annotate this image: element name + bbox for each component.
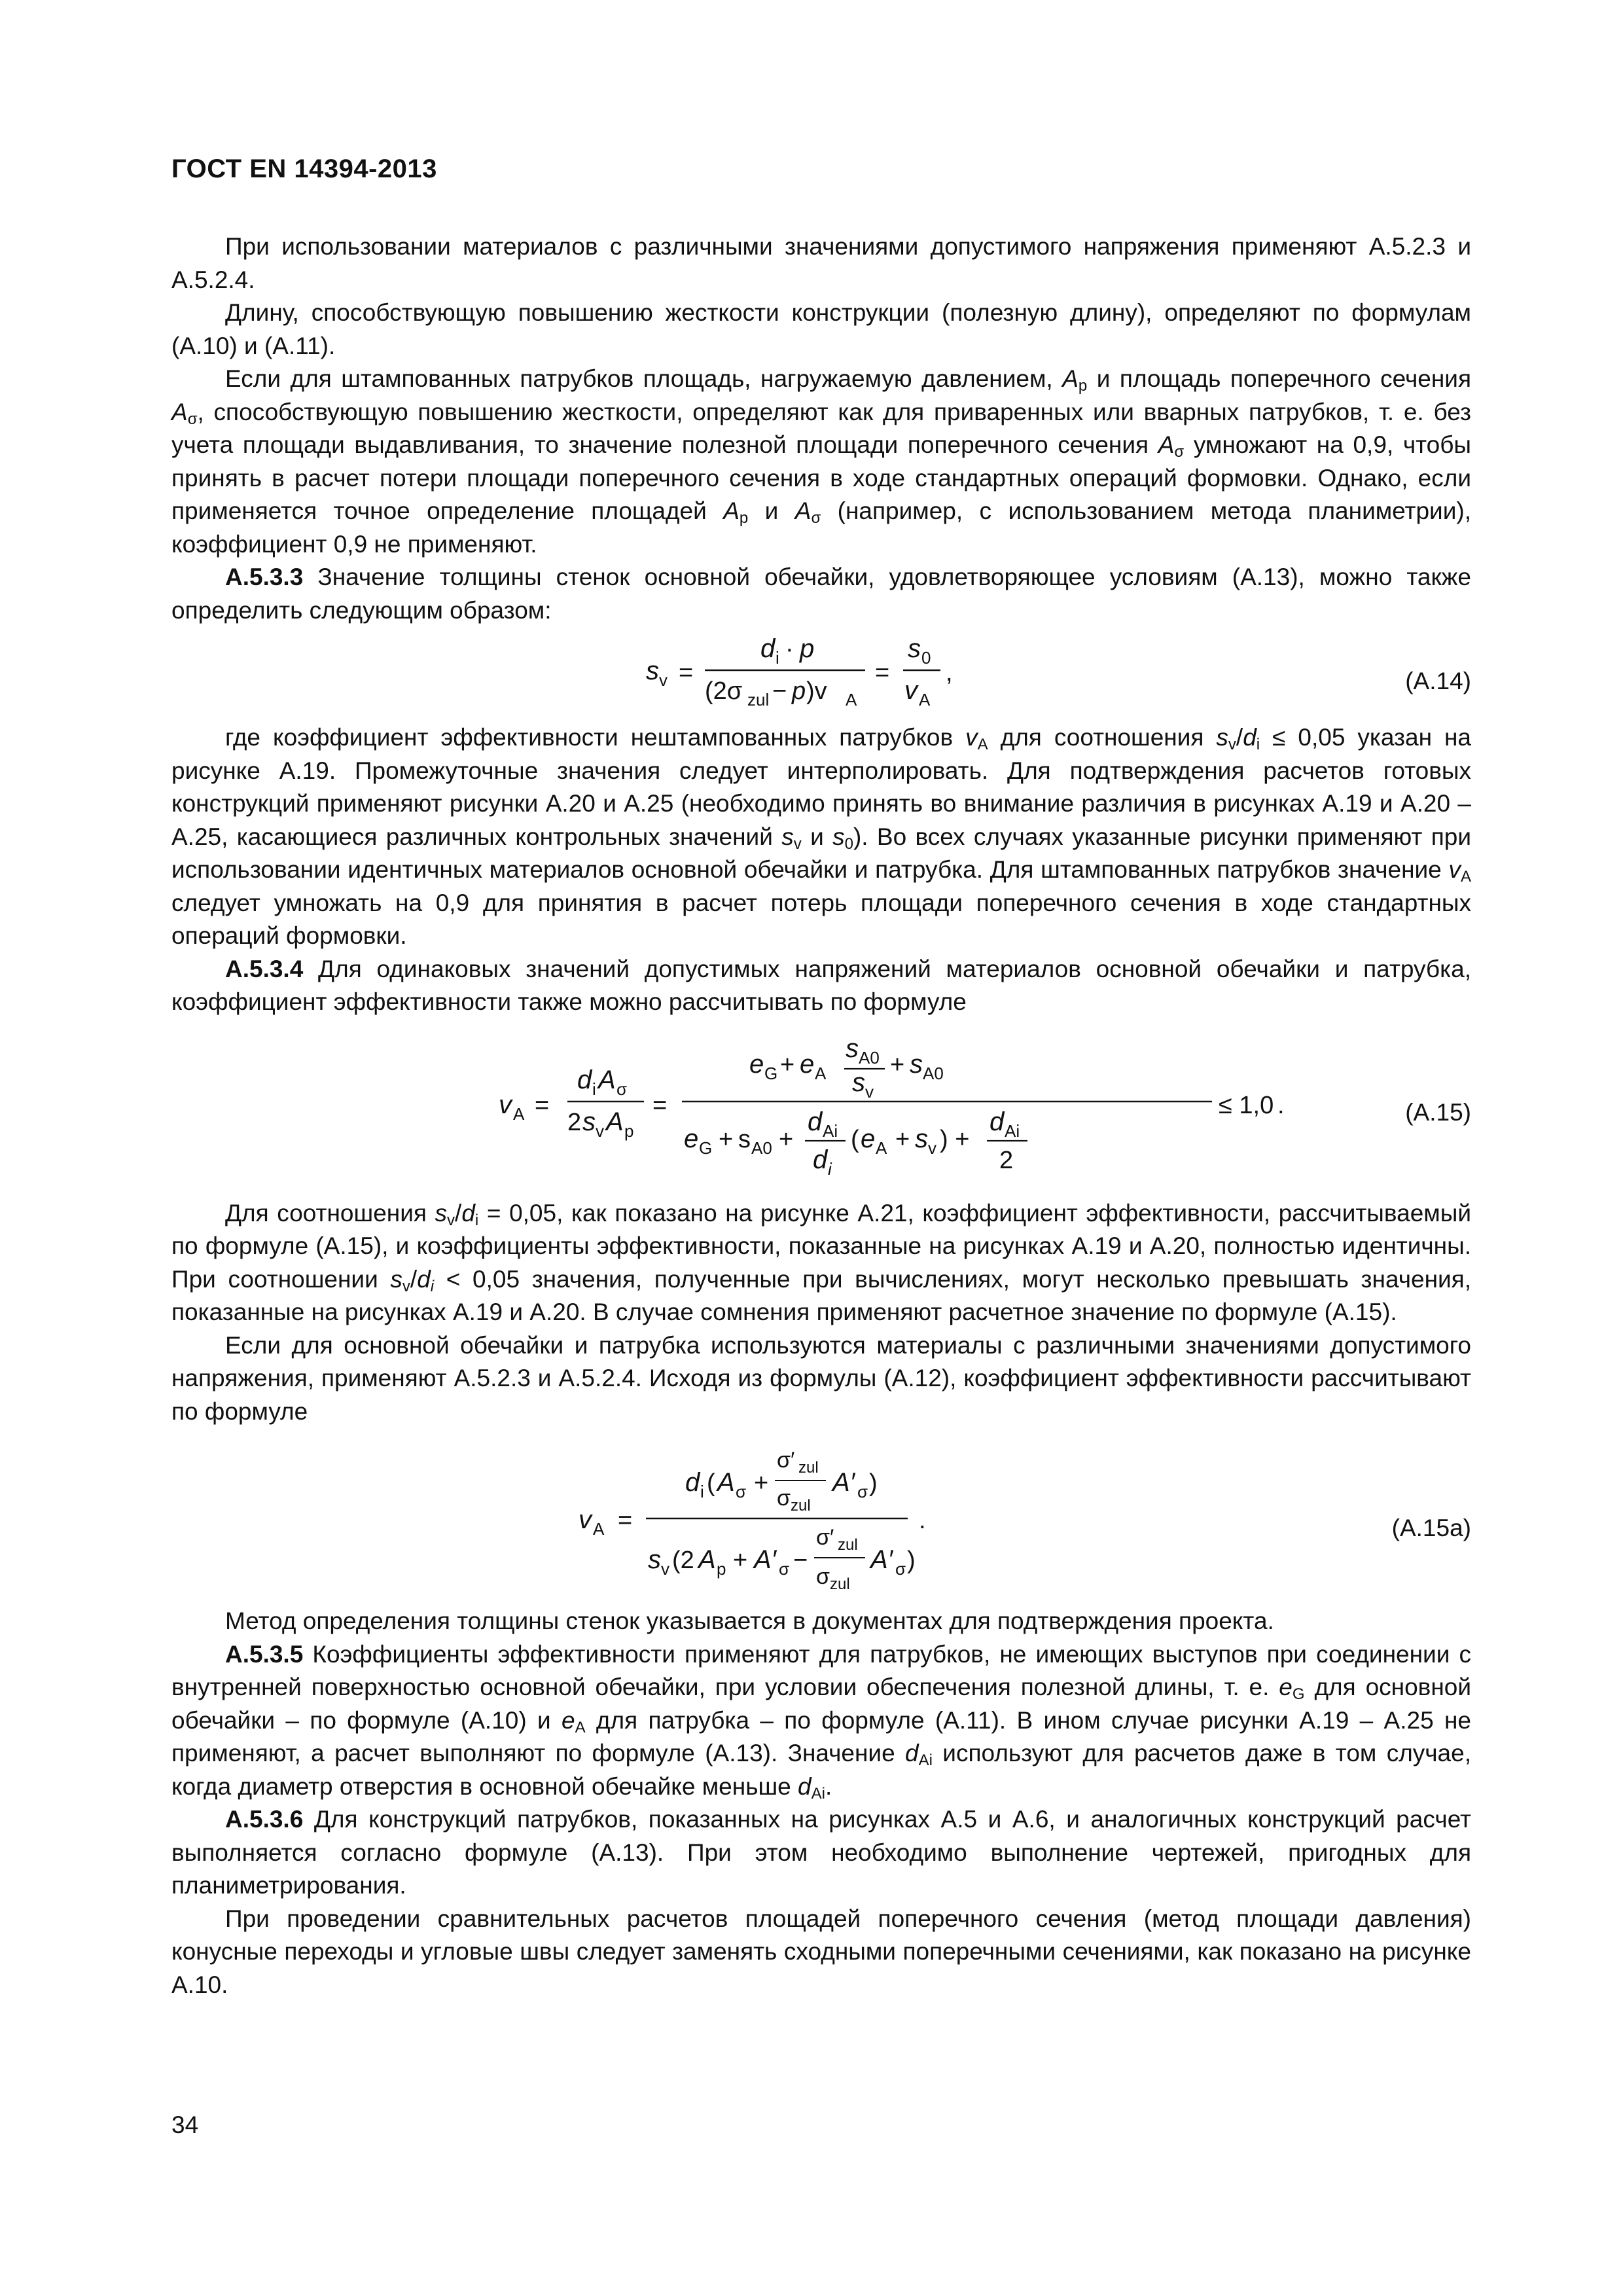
svg-text:=: = [535,1091,550,1119]
svg-text:σ: σ [895,1559,906,1579]
svg-text:s: s [908,634,921,663]
svg-text:(2σ: (2σ [705,677,743,705]
svg-text:): ) [907,1547,916,1574]
svg-text:A0: A0 [923,1063,944,1083]
formula-a15-graphic [171,1032,1471,1177]
svg-text:+: + [890,1050,905,1079]
formula-a14-graphic [171,628,1471,708]
svg-text:p: p [717,1559,726,1579]
svg-text:σ: σ [779,1559,790,1579]
svg-text:v: v [499,1090,512,1119]
svg-text:) +: ) + [940,1125,970,1153]
svg-text:v: v [579,1505,592,1534]
formula-a15a [171,1440,1471,1600]
svg-text:e: e [749,1049,764,1079]
svg-text:A0: A0 [751,1138,772,1158]
svg-text:s: s [648,1545,661,1574]
clause-a536: А.5.3.6 Для конструкций патрубков, показанных на рисунках А.5 и А.6, и аналогичных конструкций расчет выполняется согласно формуле (А.13). При этом необходимо выполнение чертежей, пригодных для планиметрирования. [171,1806,1471,1899]
svg-text:−: − [772,677,787,705]
paragraph-12: При проведении сравнительных расчетов площадей поперечного сечения (метод площади давления) конусные переходы и угловые швы следует заменять сходными поперечными сечениями, как показано на рисунке А.10. [171,1905,1471,1998]
paragraph-1: При использовании материалов с различными значениями допустимого напряжения применяют А.5.2.3 и А.5.2.4. [171,233,1471,293]
svg-text:+: + [733,1547,748,1574]
svg-text:i: i [828,1158,832,1179]
svg-text:p: p [624,1121,634,1141]
svg-text:G: G [699,1138,713,1158]
svg-text:(2: (2 [672,1547,694,1574]
svg-text:=: = [875,659,890,687]
svg-text:.: . [919,1507,926,1534]
paragraph-8: Если для основной обечайки и патрубка используются материалы с различными значениями допустимого напряжения, применяют А.5.2.3 и А.5.2.4. Исходя из формулы (А.12), коэффициент эффективности рассчитывают по формуле [171,1331,1471,1425]
svg-text:+: + [895,1125,910,1153]
formula-a15 [171,1032,1471,1177]
svg-text:s: s [852,1067,865,1097]
svg-text:σ: σ [816,1564,830,1589]
clause-label: А.5.3.5 [225,1640,304,1668]
svg-text:s: s [910,1049,923,1079]
svg-text:σ: σ [616,1079,628,1099]
svg-text:v: v [659,670,668,690]
zul-label: zul [830,1575,850,1593]
svg-text:A: A [513,1103,525,1124]
equation-number: (А.15а) [1391,1515,1471,1541]
svg-text:e: e [800,1049,815,1079]
svg-text:s: s [846,1033,859,1063]
svg-text:A: A [846,690,857,709]
svg-text:=: = [679,659,694,687]
formula-a14 [171,628,1471,708]
svg-text:(: ( [851,1125,859,1153]
svg-text:p: p [800,634,815,663]
paragraph-3: Если для штампованных патрубков площадь, нагружаемую давлением, $A_p$ и площадь поперечного сечения $A_\sigma$, способствующую повышению жесткости, определяют как для приваренных или вварных патрубков, т. е. без учета площади выдавливания, то значение полезной площади поперечного сечения $A_\sigma$ умножают на 0,9, чтобы принять в расчет потери площади поперечного сечения в ходе стандартных операций формовки. Однако, если применяется точное определение площадей $A_p$ и $A_\sigma$ (например, с использованием метода планиметрии), коэффициент 0,9 не применяют. [171,365,1471,558]
svg-text:2: 2 [999,1146,1014,1174]
svg-text:A: A [717,1468,735,1497]
svg-text:d: d [808,1107,823,1136]
svg-text:Ai: Ai [1005,1121,1020,1141]
svg-text:−: − [793,1547,808,1574]
svg-text:σ: σ [777,1486,791,1511]
svg-text:v: v [865,1081,874,1102]
svg-text:A′: A′ [832,1468,855,1497]
paragraph-2: Длину, способствующую повышению жесткости конструкции (полезную длину), определяют по формулам (А.10) и (А.11). [171,299,1471,359]
svg-text:A: A [815,1063,827,1083]
formula-a15a-graphic [171,1440,1471,1600]
svg-text:·: · [785,636,794,663]
svg-text:σ: σ [857,1482,868,1501]
document-header: ГОСТ EN 14394-2013 [171,154,437,183]
svg-text:σ: σ [736,1482,747,1501]
svg-text:s: s [646,656,659,685]
svg-text:d: d [813,1145,828,1174]
svg-text:+: + [754,1469,769,1497]
svg-text:p: p [792,677,806,705]
clause-a535: А.5.3.5 Коэффициенты эффективности применяют для патрубков, не имеющих выступов при соединении с внутренней поверхностью основной обечайки, при условии обеспечения полезной длины, т. е. $e_G$ для основной обечайки – по формуле (А.10) и $e_A$ для патрубка – по формуле (А.11). В ином случае рисунки А.19 – А.25 не применяют, а расчет выполняют по формуле (А.13). Значение $d_{Ai}$ используют для расчетов даже в том случае, когда диаметр отверстия в основной обечайке меньше $d_{Ai}$. [171,1640,1471,1803]
svg-text:zul: zul [791,1497,811,1515]
svg-text:+: + [719,1125,734,1153]
svg-text:e: e [684,1124,699,1153]
clause-label: А.5.3.6 [225,1806,304,1833]
svg-text:A0: A0 [859,1047,880,1067]
svg-text:s: s [582,1107,596,1136]
svg-text:s: s [738,1125,751,1153]
svg-text:=: = [652,1091,668,1119]
svg-text:A: A [593,1519,605,1539]
svg-text:d: d [760,634,776,663]
svg-text:G: G [764,1063,778,1083]
svg-text:2: 2 [567,1108,582,1136]
svg-text:s: s [915,1124,928,1153]
svg-text:i: i [776,648,779,668]
clause-label: А.5.3.4 [225,955,304,982]
svg-text:=: = [618,1507,633,1534]
svg-text:zul: zul [747,690,770,709]
svg-text:A: A [598,1065,616,1094]
svg-text:i: i [592,1079,596,1099]
svg-text:A: A [606,1107,624,1136]
paragraph-5: где коэффициент эффективности нештампованных патрубков $v_A$ для соотношения $s_v/d_i \le 0,05$ указан на рисунке А.19. Промежуточные значения следует интерполировать. Для подтверждения расчетов готовых конструкций применяют рисунки А.20 и А.25 (необходимо принять во внимание различия в рисунках А.19 и А.20 – А.25, касающиеся различных контрольных значений $s_v$ и $s_0$). Во всех случаях указанные рисунки применяют при использовании идентичных материалов основной обечайки и патрубка. Для штампованных патрубков значение $v_A$ следует умножать на 0,9 для принятия в расчет потерь площади поперечного сечения в ходе стандартных операций формовки. [171,724,1471,949]
svg-text:): ) [869,1469,878,1497]
svg-text:+: + [780,1050,795,1079]
svg-text:A: A [698,1545,716,1574]
equation-number: (А.14) [1405,668,1471,694]
svg-text:d: d [577,1065,592,1094]
clause-label: А.5.3.3 [225,564,304,590]
svg-text:v: v [928,1138,936,1158]
formula-bound: ≤ 1,0 [1219,1091,1274,1119]
svg-text:zul: zul [838,1536,858,1554]
svg-text:.: . [1277,1091,1285,1119]
clause-a534: А.5.3.4 Для одинаковых значений допустимых напряжений материалов основной обечайки и патрубка, коэффициент эффективности также можно рассчитывать по формуле [171,955,1471,1015]
svg-text:i: i [700,1482,704,1501]
svg-text:+: + [779,1125,794,1153]
clause-a533: А.5.3.3 Значение толщины стенок основной обечайки, удовлетворяющее условиям (А.13), можно также определить следующим образом: [171,564,1471,624]
paragraph-7: Для соотношения $s_v/d_i = 0,05$, как показано на рисунке А.21, коэффициент эффективности, рассчитываемый по формуле (А.15), и коэффициенты эффективности, показанные на рисунках А.19 и А.20, полностью идентичны. При соотношении $s_v/d_i < 0,05$ значения, полученные при вычислениях, могут несколько превышать значения, показанные на рисунках А.19 и А.20. В случае сомнения применяют расчетное значение по формуле (А.15). [171,1199,1471,1325]
svg-text:v: v [596,1121,604,1141]
svg-text:)v: )v [806,677,827,705]
svg-text:A′: A′ [754,1545,777,1574]
svg-text:A′: A′ [870,1545,893,1574]
svg-text:(: ( [707,1469,715,1497]
svg-text:σ′: σ′ [777,1448,795,1473]
document-body [171,230,1471,2001]
equation-number: (А.15) [1405,1098,1471,1126]
svg-text:A: A [876,1138,887,1158]
page-number: 34 [171,2111,199,2138]
paragraph-9: Метод определения толщины стенок указывается в документах для подтверждения проекта. [225,1607,1274,1634]
svg-text:σ′: σ′ [816,1525,834,1550]
svg-text:Ai: Ai [823,1121,838,1141]
svg-text:d: d [990,1107,1005,1136]
svg-text:0: 0 [921,648,931,668]
svg-text:zul: zul [798,1459,819,1477]
svg-text:e: e [861,1124,876,1153]
svg-text:v: v [661,1559,669,1579]
svg-text:v: v [904,676,918,705]
svg-text:,: , [946,659,953,687]
svg-text:d: d [685,1468,700,1497]
svg-text:A: A [919,690,931,709]
